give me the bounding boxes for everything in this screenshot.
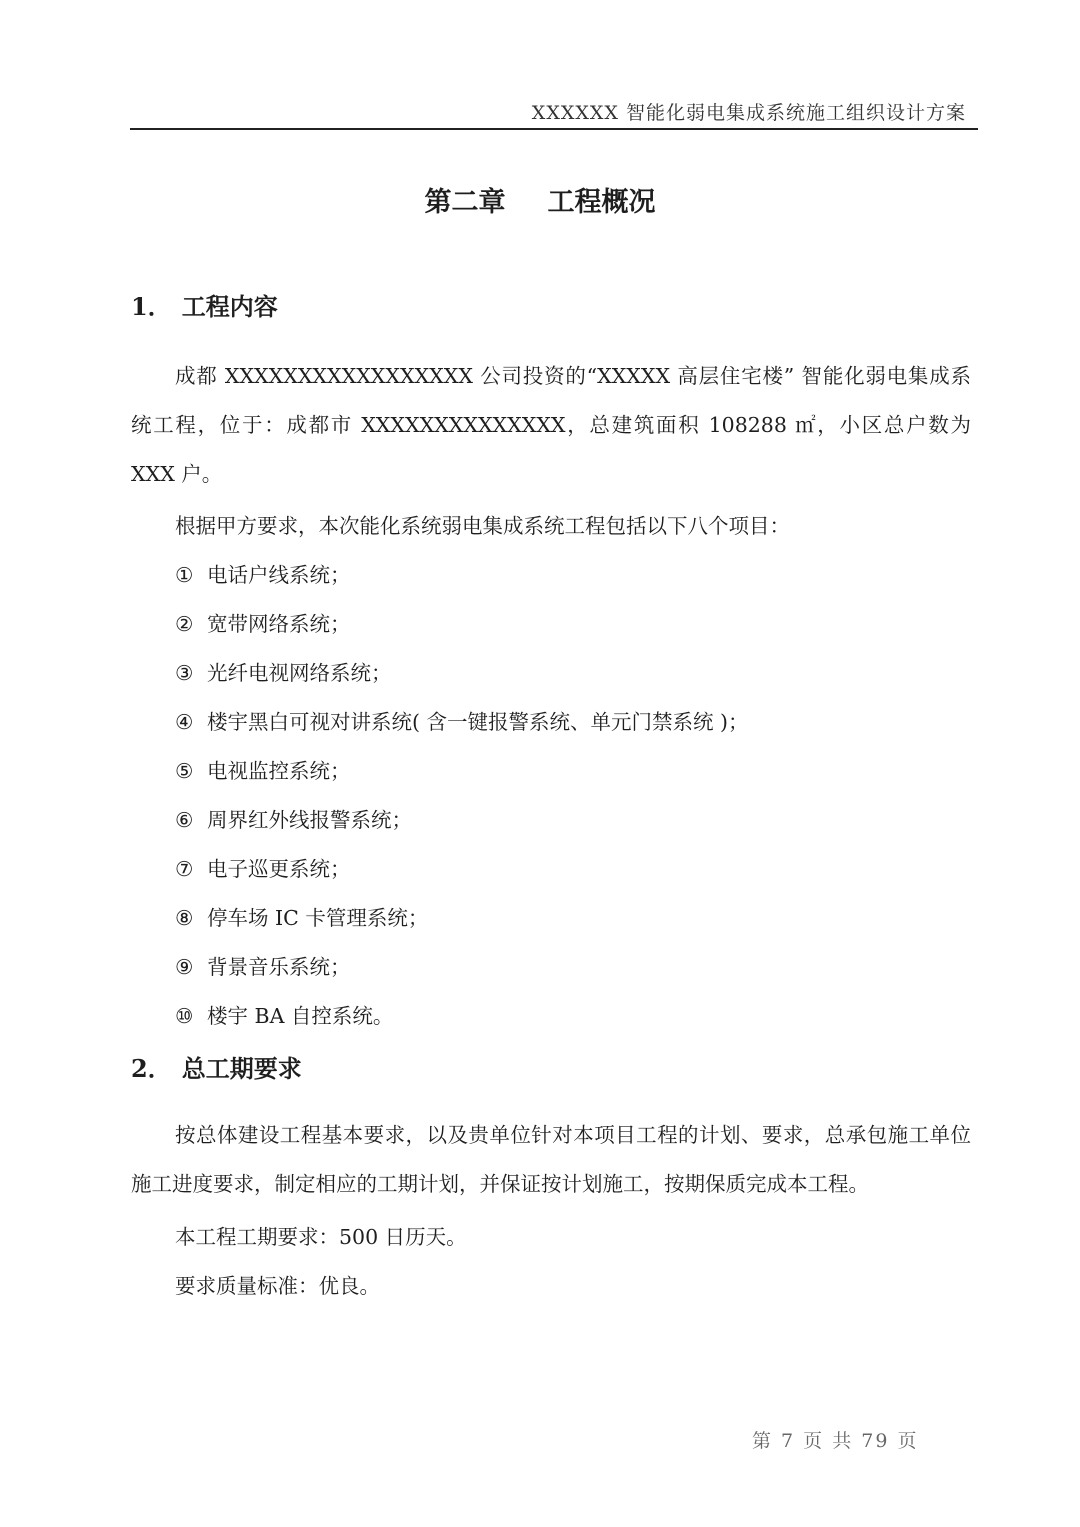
list-item [175,901,428,931]
list-item [175,705,749,735]
list-item [175,558,351,588]
list-item-text: 光纤电视网络系统； [207,661,392,685]
list-item-text: 周界红外线报警系统； [207,808,412,832]
list-item [175,852,351,882]
section-1-heading [131,287,278,322]
list-marker: ② [175,612,194,636]
section-1-title: 工程内容 [181,292,278,321]
list-item-text: 电视监控系统； [207,759,351,783]
list-item [175,754,351,784]
list-item-text: 电子巡更系统； [207,857,351,881]
section-2-title: 总工期要求 [181,1054,302,1083]
header-title: XXXXXX 智能化弱电集成系统施工组织设计方案 [531,102,966,124]
chapter-name: 工程概况 [547,187,656,218]
list-item-text: 停车场 IC 卡管理系统； [207,906,429,930]
list-marker: ① [175,563,194,587]
list-marker: ④ [175,710,194,734]
header-divider [130,128,978,130]
list-marker: ⑧ [175,906,194,930]
list-item-text: 楼宇 BA 自控系统。 [207,1004,394,1028]
list-item [175,607,351,637]
list-marker: ⑨ [175,955,194,979]
section-1-paragraph-text: 成都 XXXXXXXXXXXXXXXXX 公司投资的“XXXXX 高层住宅楼” 智能化弱电集成系统工程，位于：成都市 XXXXXXXXXXXXXX，总建筑面积 108288 ㎡，小区总户数为 XXX 户。 [131,364,971,486]
section-1-index: 1． [131,292,172,321]
duration-requirement: 本工程工期要求：500 日历天。 [175,1225,467,1249]
list-item-text: 背景音乐系统； [207,955,351,979]
list-marker: ⑩ [175,1004,194,1028]
quality-standard: 要求质量标准：优良。 [175,1274,380,1298]
list-item [175,999,393,1029]
list-marker: ③ [175,661,194,685]
section-2-paragraph-text: 按总体建设工程基本要求，以及贵单位针对本项目工程的计划、要求，总承包施工单位施工进度要求，制定相应的工期计划，并保证按计划施工，按期保质完成本工程。 [131,1123,971,1196]
section-2-paragraph [131,1111,971,1209]
chapter-title [0,180,1080,219]
list-item-text: 宽带网络系统； [207,612,351,636]
chapter-number: 第二章 [424,187,506,218]
list-marker: ⑦ [175,857,194,881]
page-number: 第 7 页 共 79 页 [752,1430,919,1452]
list-item [175,950,351,980]
list-marker: ⑥ [175,808,194,832]
list-marker: ⑤ [175,759,194,783]
section-2-heading [131,1049,302,1084]
list-item [175,656,392,686]
list-item [175,803,412,833]
section-2-index: 2． [131,1054,172,1083]
list-item-text: 电话户线系统； [207,563,351,587]
section-1-intro: 根据甲方要求，本次能化系统弱电集成系统工程包括以下八个项目： [175,514,790,538]
list-item-text: 楼宇黑白可视对讲系统( 含一键报警系统、单元门禁系统 )； [207,710,749,734]
section-1-paragraph [131,352,971,499]
